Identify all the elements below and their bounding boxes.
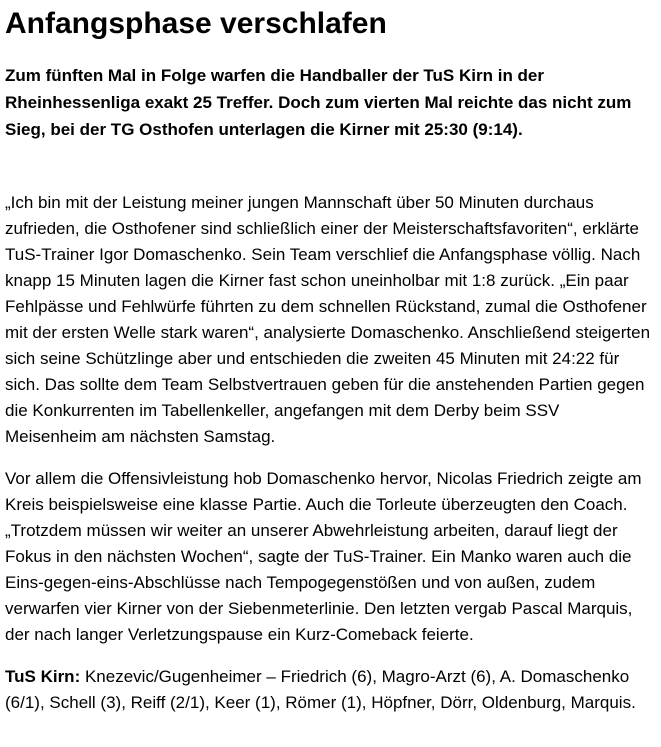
roster-text: Knezevic/Gugenheimer – Friedrich (6), Magro-Arzt (6), A. Domaschenko (6/1), Schell (3), Reiff (2/1), Keer (1), Römer (1), Höpfner, Dörr, Oldenburg, Marquis. bbox=[5, 667, 636, 712]
article-title: Anfangsphase verschlafen bbox=[5, 7, 387, 40]
article-lead: Zum fünften Mal in Folge warfen die Handballer der TuS Kirn in der Rheinhessenliga exakt 25 Treffer. Doch zum vierten Mal reichte das nicht zum Sieg, bei der TG Osthofen unterlagen die Kirner mit 25:30 (9:14). bbox=[5, 66, 632, 139]
article-paragraph-2: Vor allem die Offensivleistung hob Domaschenko hervor, Nicolas Friedrich zeigte am Kreis beispielsweise eine klasse Partie. Auch die Torleute überzeugten den Coach. „Trotzdem müssen wir weiter an unserer Abwehrleistung arbeiten, darauf liegt der Fokus in den nächsten Wochen“, sagte der TuS-Trainer. Ein Manko waren auch die Eins-gegen-eins-Abschlüsse nach Tempogegenstößen und von außen, zudem verwarfen vier Kirner von der Siebenmeterlinie. Den letzten vergab Pascal Marquis, der nach langer Verletzungspause ein Kurz-Comeback feierte. bbox=[5, 469, 642, 644]
team-roster bbox=[5, 664, 652, 716]
roster-label: TuS Kirn: bbox=[5, 667, 81, 686]
article-paragraph-1: „Ich bin mit der Leistung meiner jungen Mannschaft über 50 Minuten durchaus zufrieden, die Osthofener sind schließlich einer der Meisterschaftsfavoriten“, erklärte TuS-Trainer Igor Domaschenko. Sein Team verschlief die Anfangsphase völlig. Nach knapp 15 Minuten lagen die Kirner fast schon uneinholbar mit 1:8 zurück. „Ein paar Fehlpässe und Fehlwürfe führten zu dem schnellen Rückstand, zumal die Osthofener mit der ersten Welle stark waren“, analysierte Domaschenko. Anschließend steigerten sich seine Schützlinge aber und entschieden die zweiten 45 Minuten mit 24:22 für sich. Das sollte dem Team Selbstvertrauen geben für die anstehenden Partien gegen die Konkurrenten im Tabellenkeller, angefangen mit dem Derby beim SSV Meisenheim am nächsten Samstag. bbox=[5, 193, 651, 446]
